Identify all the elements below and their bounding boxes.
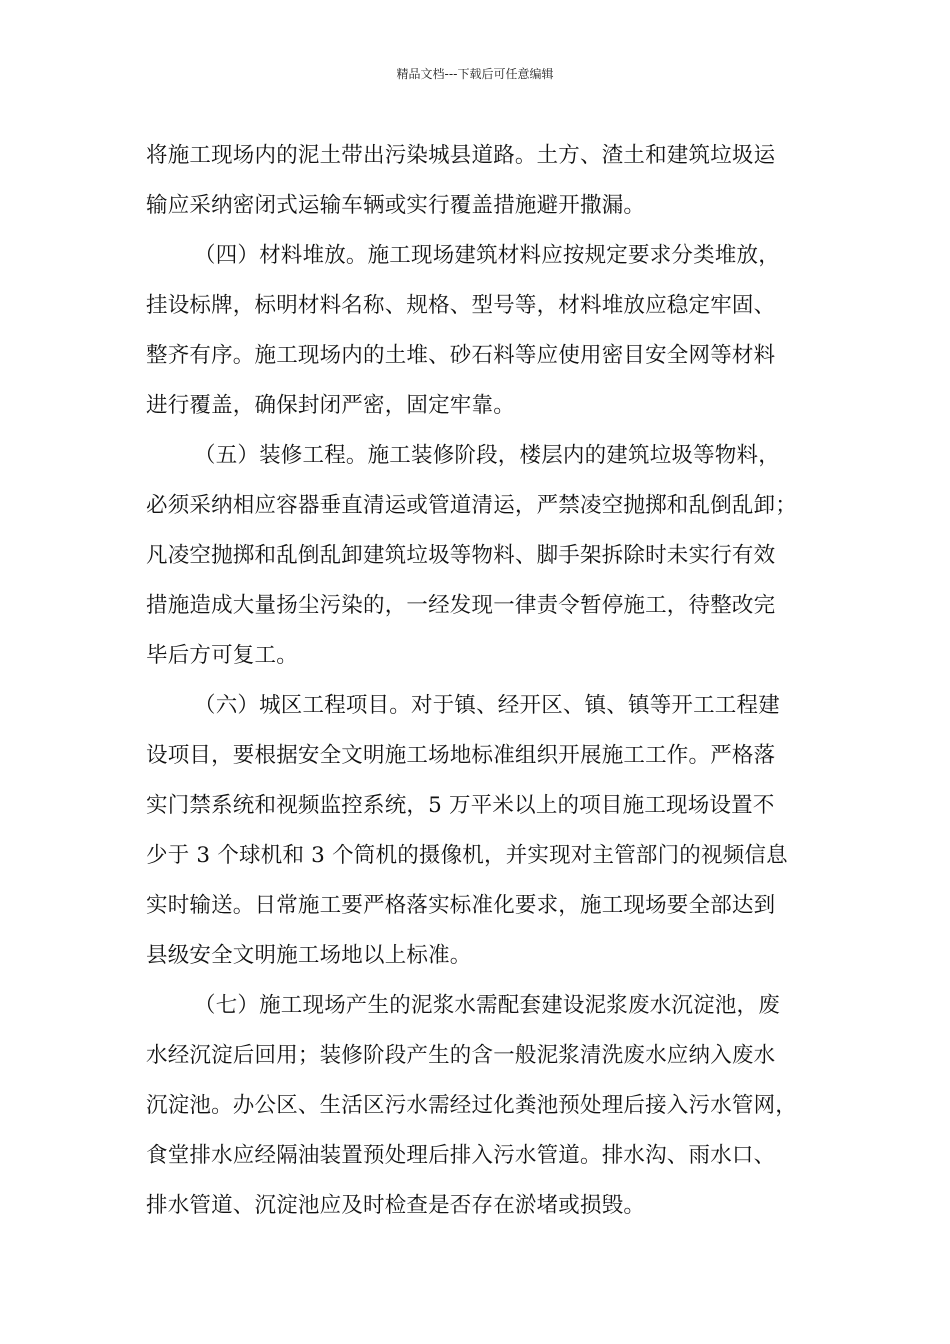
text-line: 少于 3 个球机和 3 个筒机的摄像机，并实现对主管部门的视频信息: [146, 843, 788, 868]
text-line: 县级安全文明施工场地以上标准。: [146, 943, 472, 968]
paragraph-4: [146, 681, 816, 981]
text-line: 整齐有序。施工现场内的土堆、砂石料等应使用密目安全网等材料: [146, 343, 776, 368]
text-line: 排水管道、沉淀池应及时检查是否存在淤堵或损毁。: [146, 1193, 646, 1218]
document-body: [146, 131, 816, 1231]
text-line: （五）装修工程。施工装修阶段，楼层内的建筑垃圾等物料，: [194, 443, 780, 468]
text-line: （四）材料堆放。施工现场建筑材料应按规定要求分类堆放，: [194, 243, 780, 268]
text-line: 水经沉淀后回用；装修阶段产生的含一般泥浆清洗废水应纳入废水: [146, 1043, 776, 1068]
paragraph-5: [146, 981, 816, 1231]
text-line: 进行覆盖，确保封闭严密，固定牢靠。: [146, 393, 515, 418]
paragraph-2: [146, 231, 816, 431]
text-line: 实时输送。日常施工要严格落实标准化要求，施工现场要全部达到: [146, 893, 776, 918]
text-line: 措施造成大量扬尘污染的，一经发现一律责令暂停施工，待整改完: [146, 593, 776, 618]
text-line: 将施工现场内的泥土带出污染城县道路。土方、渣土和建筑垃圾运: [146, 143, 776, 168]
paragraph-1: [146, 131, 816, 231]
text-line: 食堂排水应经隔油装置预处理后排入污水管道。排水沟、雨水口、: [146, 1143, 776, 1168]
page-header: 精品文档---下载后可任意编辑: [396, 67, 554, 81]
text-line: （六）城区工程项目。对于镇、经开区、镇、镇等开工工程建: [194, 693, 780, 718]
text-line: 设项目，要根据安全文明施工场地标准组织开展施工工作。严格落: [146, 743, 776, 768]
text-line: 凡凌空抛掷和乱倒乱卸建筑垃圾等物料、脚手架拆除时未实行有效: [146, 543, 776, 568]
text-line: 沉淀池。办公区、生活区污水需经过化粪池预处理后接入污水管网，: [146, 1093, 798, 1118]
text-line: （七）施工现场产生的泥浆水需配套建设泥浆废水沉淀池，废: [194, 993, 780, 1018]
paragraph-3: [146, 431, 816, 681]
text-line: 毕后方可复工。: [146, 643, 298, 668]
text-line: 实门禁系统和视频监控系统，5 万平米以上的项目施工现场设置不: [146, 793, 775, 818]
text-line: 必须采纳相应容器垂直清运或管道清运，严禁凌空抛掷和乱倒乱卸；: [146, 493, 798, 518]
text-line: 挂设标牌，标明材料名称、规格、型号等，材料堆放应稳定牢固、: [146, 293, 776, 318]
text-line: 输应采纳密闭式运输车辆或实行覆盖措施避开撒漏。: [146, 193, 646, 218]
